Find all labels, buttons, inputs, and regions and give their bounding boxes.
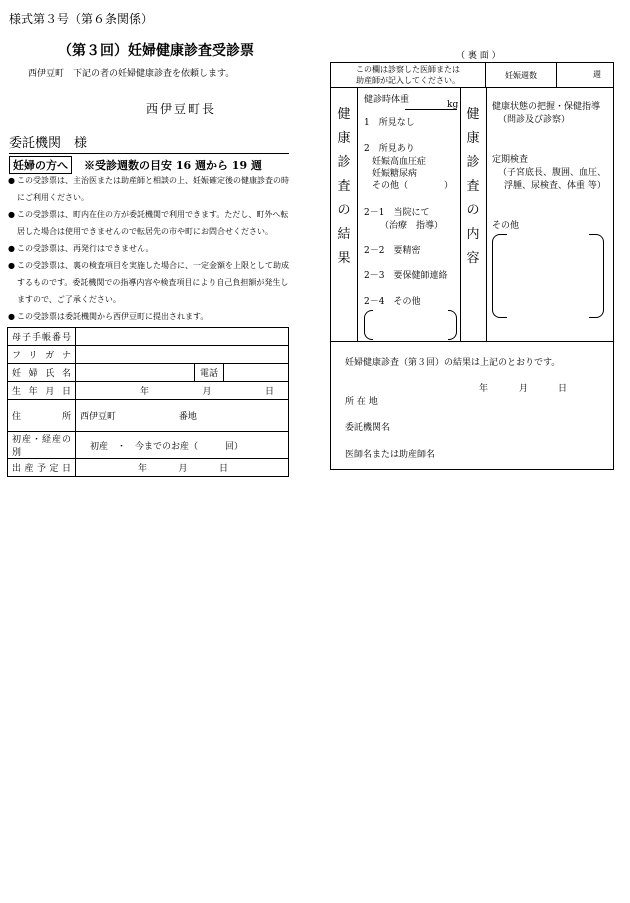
divider — [331, 341, 613, 342]
address-value: 西伊豆町 — [80, 412, 117, 422]
weeks-label: 妊娠週数 — [486, 63, 557, 87]
address-field[interactable] — [76, 400, 289, 432]
kg-unit: kg — [447, 100, 459, 110]
birth-field[interactable] — [76, 382, 289, 400]
name-label: 妊婦氏名 — [8, 364, 76, 382]
guide-weeks: ※受診週数の目安 16 週から 19 週 — [84, 159, 262, 172]
content-item-sub: （子宮底長、腹囲、血圧、 — [498, 168, 607, 178]
page-title: （第３回）妊婦健康診査受診票 — [58, 43, 254, 59]
notice-list — [8, 172, 290, 325]
content-item-sub: 浮腫、尿検査、体重 等） — [504, 181, 606, 191]
location-label: 所 在 地 — [345, 397, 378, 407]
results-box — [330, 62, 614, 470]
handbook-no-field[interactable] — [76, 328, 289, 346]
handbook-no-label: 母子手帳番号 — [8, 328, 76, 346]
form-number: 様式第３号（第６条関係） — [9, 12, 154, 26]
year-unit: 年 — [140, 387, 150, 397]
divider — [357, 87, 358, 341]
weight-label: 健診時体重 — [364, 95, 410, 105]
institution-name-label: 委託機関名 — [345, 423, 391, 433]
result-sub-option[interactable]: その他（ ） — [372, 181, 454, 191]
due-date-field[interactable] — [76, 459, 289, 477]
content-item: 健康状態の把握・保健指導 — [492, 102, 601, 112]
phone-label: 電話 — [195, 364, 224, 382]
doctor-name-label: 医師名または助産師名 — [345, 450, 436, 460]
other-bracket-right — [448, 310, 457, 340]
notice-item: ● この受診票は、再発行はできません。 — [8, 240, 290, 257]
year-unit: 年 — [138, 464, 148, 474]
month-unit: 月 — [202, 387, 212, 397]
phone-field[interactable] — [224, 364, 289, 382]
result-sub-option: （治療 指導） — [380, 221, 444, 231]
result-option[interactable]: 2－1 当院にて — [364, 208, 430, 218]
parity-field[interactable]: 初産 ・ 今までのお産（ 回） — [76, 432, 289, 459]
results-statement: 妊婦健康診査（第３回）の結果は上記のとおりです。 — [345, 358, 561, 368]
result-sub-option[interactable]: 妊娠高血圧症 — [372, 157, 427, 167]
notice-item: ● この受診票は、主治医または助産師と相談の上、妊娠確定後の健康診査の時にご利用ください。 — [8, 172, 290, 206]
weeks-unit: 週 — [593, 70, 601, 79]
result-option[interactable]: 2－4 その他 — [364, 297, 421, 307]
institution-addressee: 委託機関 様 — [9, 132, 289, 154]
reverse-side-label: （ 裏 面 ） — [456, 51, 501, 61]
notice-item: ● この受診票は、町内在住の方が委託機関で利用できます。ただし、町外へ転居した場合は使用できませんので転居先の市や町にお問合せください。 — [8, 206, 290, 240]
results-header — [331, 63, 613, 88]
content-item: その他 — [492, 221, 520, 231]
due-date-label: 出産予定日 — [8, 459, 76, 477]
divider — [486, 87, 487, 341]
result-sub-option[interactable]: 妊娠糖尿病 — [372, 169, 418, 179]
results-vertical-label: 健 康 診 査 の 結 果 — [337, 107, 351, 266]
result-option[interactable]: 2－3 要保健師連絡 — [364, 271, 448, 281]
furigana-label: フリガナ — [8, 346, 76, 364]
name-field[interactable] — [76, 364, 195, 382]
address-label: 住所 — [8, 400, 76, 432]
intro-text: 西伊豆町 下記の者の妊婦健康診査を依頼します。 — [28, 69, 235, 79]
result-option[interactable]: 1 所見なし — [364, 118, 415, 128]
banchi-unit: 番地 — [178, 412, 197, 422]
notice-label: 妊婦の方へ — [9, 156, 72, 174]
mayor-title: 西伊豆町長 — [146, 102, 217, 116]
divider — [460, 87, 461, 341]
date-day-unit: 日 — [558, 384, 568, 394]
day-unit: 日 — [218, 464, 228, 474]
other-bracket-right — [589, 234, 604, 318]
date-year-unit: 年 — [479, 384, 489, 394]
content-item-sub: （問診及び診察） — [498, 115, 571, 125]
content-item: 定期検査 — [492, 155, 529, 165]
parity-label: 初産・経産の別 — [8, 432, 76, 459]
content-vertical-label: 健 康 診 査 の 内 容 — [466, 107, 480, 266]
header-note: この欄は診察した医師または 助産師が記入してください。 — [331, 63, 486, 87]
result-option[interactable]: 2 所見あり — [364, 144, 415, 154]
furigana-field[interactable] — [76, 346, 289, 364]
month-unit: 月 — [178, 464, 188, 474]
notice-item: ● この受診票は、裏の検査項目を実施した場合に、一定金額を上限として助成するものです。委託機関での指導内容や検査項目により自己負担額が発生しますので、ご了承ください。 — [8, 257, 290, 308]
birth-label: 生年月日 — [8, 382, 76, 400]
other-bracket-left — [492, 234, 507, 318]
other-bracket-left — [364, 310, 373, 340]
patient-info-table — [7, 327, 289, 477]
day-unit: 日 — [264, 387, 274, 397]
date-month-unit: 月 — [519, 384, 529, 394]
result-option[interactable]: 2－2 要精密 — [364, 246, 421, 256]
notice-item: ● この受診票は委託機関から西伊豆町に提出されます。 — [8, 308, 290, 325]
